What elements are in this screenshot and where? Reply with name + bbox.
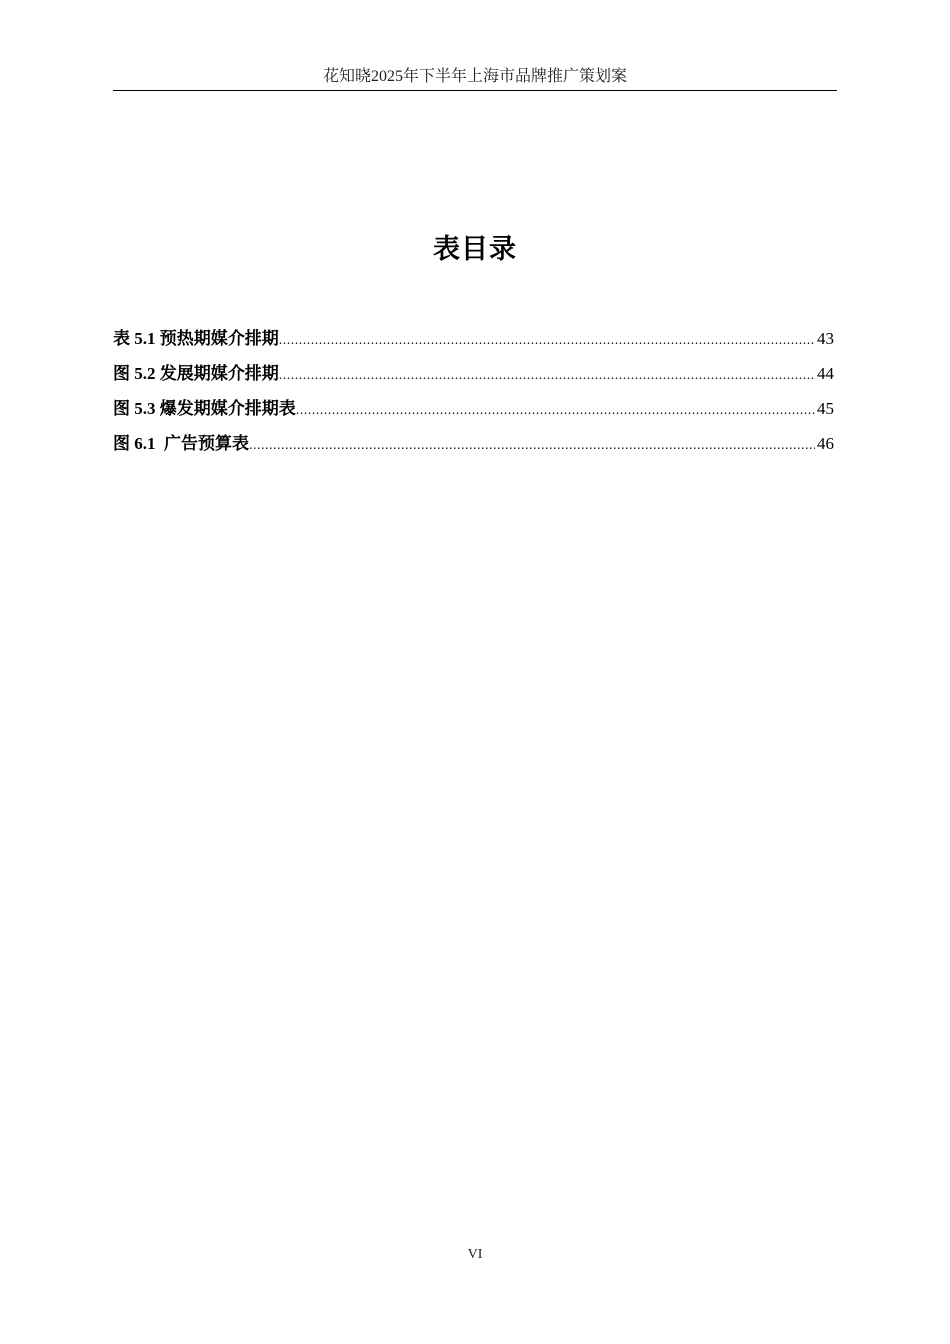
running-header: 花知晓2025年下半年上海市品牌推广策划案 [322,68,627,85]
toc-entry[interactable] [113,326,834,361]
toc-entry-page: 43 [817,329,834,348]
toc-dot-leader [249,433,815,458]
toc-entry-label: 表 5.1 预热期媒介排期 [113,329,279,348]
toc-entry-page: 45 [817,399,834,418]
table-of-tables [113,326,834,466]
toc-entry[interactable] [113,431,834,466]
toc-entry-label: 图 5.3 爆发期媒介排期表 [113,399,296,418]
toc-dot-leader [296,398,815,423]
toc-dot-leader [279,363,815,388]
toc-entry-label: 图 5.2 发展期媒介排期 [113,364,279,383]
toc-entry-page: 44 [817,364,834,383]
toc-entry-label: 图 6.1 广告预算表 [113,434,249,453]
toc-entry-page: 46 [817,434,834,453]
page-number: VI [467,1247,483,1262]
toc-dot-leader [279,328,815,353]
header-divider [113,90,837,91]
toc-entry[interactable] [113,396,834,431]
page-title: 表目录 [433,234,517,265]
toc-entry[interactable] [113,361,834,396]
